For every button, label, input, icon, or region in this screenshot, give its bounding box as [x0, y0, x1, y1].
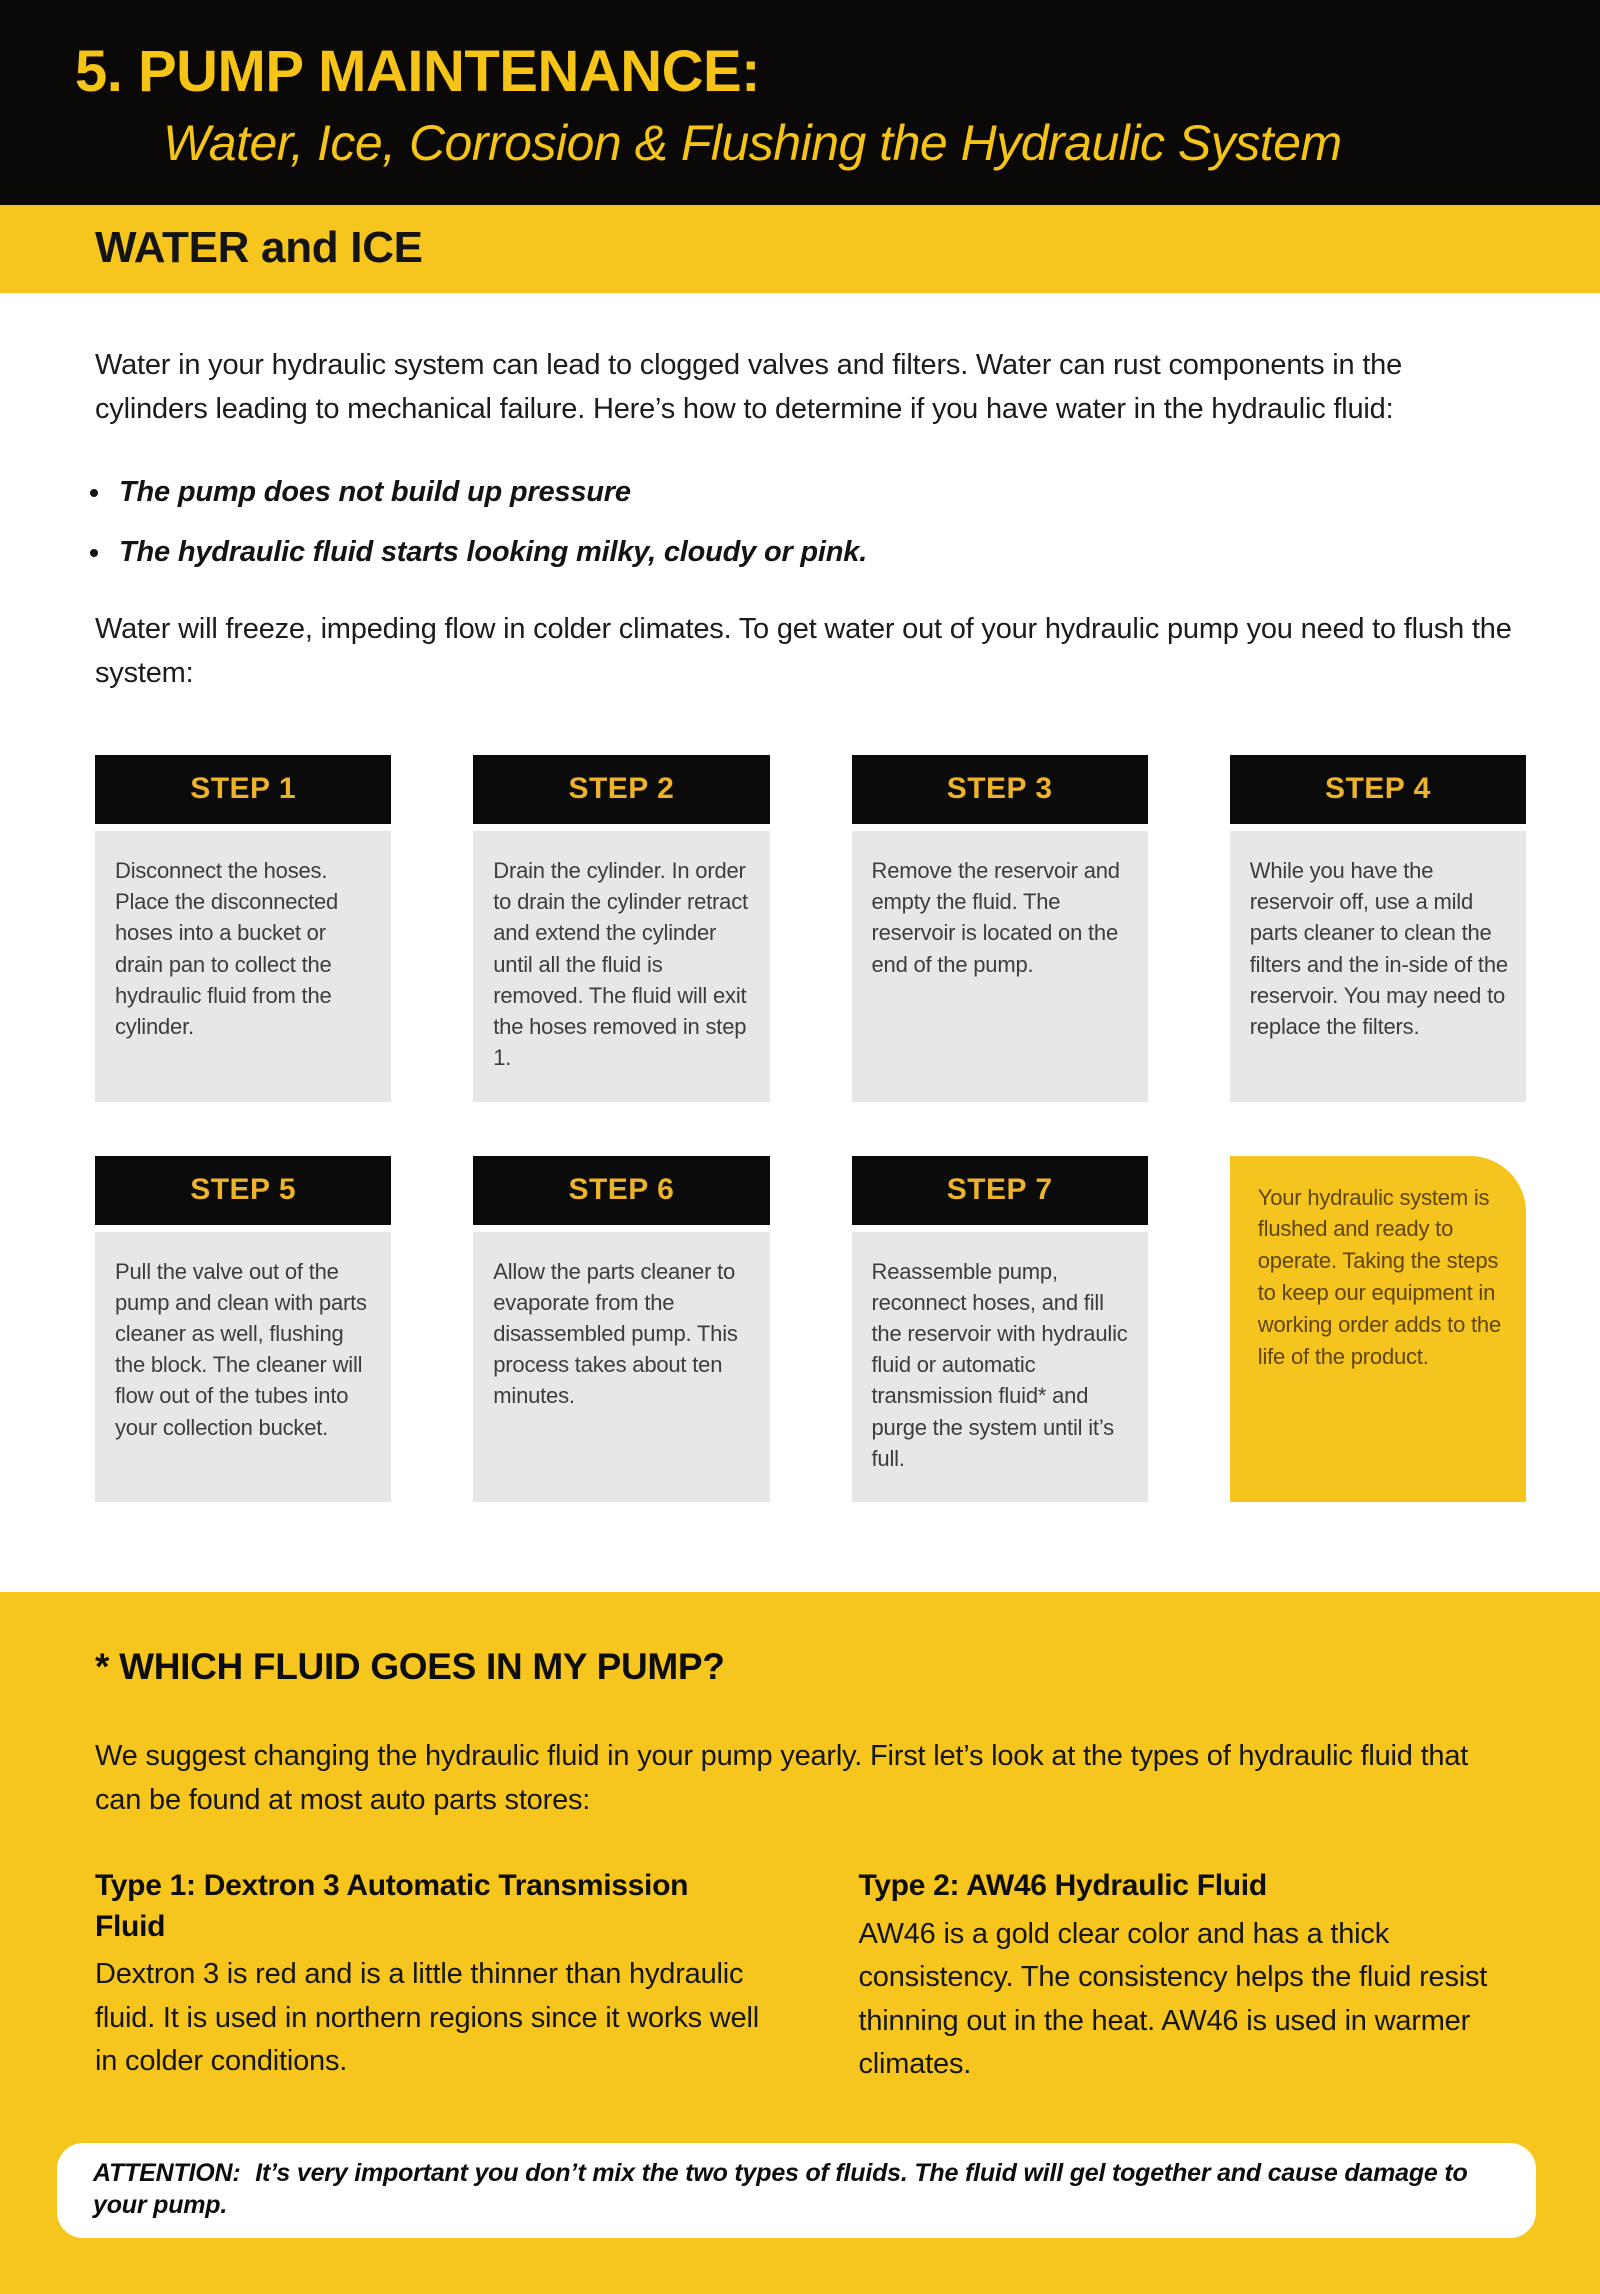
step-5-label: STEP 5 — [95, 1156, 391, 1225]
main-content — [0, 293, 1600, 1592]
fluid-intro-paragraph: We suggest changing the hydraulic fluid in your pump yearly. First let’s look at the types of hydraulic fluid that can be found at most auto parts stores: — [95, 1740, 1469, 1817]
symptom-item: • The pump does not build up pressure — [113, 472, 1526, 513]
step-card-4 — [1230, 755, 1526, 1102]
fluid-type-columns — [95, 1866, 1526, 2087]
attention-box — [57, 2143, 1536, 2238]
step-5-text: Pull the valve out of the pump and clean with parts cleaner as well, flushing the block. The cleaner will flow out of the tubes into your collection bucket. — [95, 1232, 391, 1503]
flush-paragraph: Water will freeze, impeding flow in colder climates. To get water out of your hydraulic pump you need to flush the system: — [95, 612, 1512, 689]
step-7-text: Reassemble pump, reconnect hoses, and fill the reservoir with hydraulic fluid or automatic transmission fluid* and purge the system until it’s full. — [852, 1232, 1148, 1503]
step-2-text: Drain the cylinder. In order to drain the cylinder retract and extend the cylinder until all the fluid is removed. The fluid will exit the hoses removed in step 1. — [473, 831, 769, 1102]
step-card-6 — [473, 1156, 769, 1503]
steps-grid — [95, 755, 1526, 1502]
banner-title: WATER and ICE — [95, 223, 423, 273]
step-1-text: Disconnect the hoses. Place the disconnected hoses into a bucket or drain pan to collect the hydraulic fluid from the cylinder. — [95, 831, 391, 1102]
step-card-5 — [95, 1156, 391, 1503]
fluid-type-1-body: Dextron 3 is red and is a little thinner than hydraulic fluid. It is used in northern regions since it works well in colder conditions. — [95, 1958, 759, 2078]
fluid-type-1 — [95, 1866, 763, 2087]
step-7-label: STEP 7 — [852, 1156, 1148, 1225]
water-ice-banner — [0, 205, 1600, 293]
result-note-card: Your hydraulic system is flushed and ready to operate. Taking the steps to keep our equipment in working order adds to the life of the product. — [1230, 1156, 1526, 1503]
step-6-label: STEP 6 — [473, 1156, 769, 1225]
step-1-label: STEP 1 — [95, 755, 391, 824]
step-4-label: STEP 4 — [1230, 755, 1526, 824]
fluid-type-2 — [859, 1866, 1527, 2087]
step-2-label: STEP 2 — [473, 755, 769, 824]
step-card-7 — [852, 1156, 1148, 1503]
step-card-2 — [473, 755, 769, 1102]
fluid-section-title: * WHICH FLUID GOES IN MY PUMP? — [95, 1646, 725, 1688]
intro-paragraph: Water in your hydraulic system can lead to clogged valves and filters. Water can rust components in the cylinders leading to mechanical failure. Here’s how to determine if you have water in the hydraulic fluid: — [95, 349, 1403, 426]
symptom-item: • The hydraulic fluid starts looking milky, cloudy or pink. — [113, 532, 1526, 573]
page-title: 5. PUMP MAINTENANCE: — [75, 39, 760, 104]
step-3-text: Remove the reservoir and empty the fluid. The reservoir is located on the end of the pump. — [852, 831, 1148, 1102]
fluid-type-1-heading: Type 1: Dextron 3 Automatic Transmission Fluid — [95, 1869, 689, 1943]
step-card-3 — [852, 755, 1148, 1102]
step-6-text: Allow the parts cleaner to evaporate from the disassembled pump. This process takes about ten minutes. — [473, 1232, 769, 1503]
page-subtitle: Water, Ice, Corrosion & Flushing the Hydraulic System — [163, 114, 1342, 171]
symptom-list — [95, 472, 1526, 573]
step-3-label: STEP 3 — [852, 755, 1148, 824]
attention-text — [93, 2157, 1500, 2222]
page-header — [0, 0, 1600, 205]
attention-message: It’s very important you don’t mix the two types of fluids. The fluid will gel together and cause damage to your pump. — [93, 2158, 1468, 2220]
step-card-1 — [95, 755, 391, 1102]
fluid-section — [0, 1592, 1600, 2294]
step-4-text: While you have the reservoir off, use a mild parts cleaner to clean the filters and the in-side of the reservoir. You may need to replace the filters. — [1230, 831, 1526, 1102]
attention-label: ATTENTION: — [93, 2158, 241, 2187]
fluid-type-2-heading: Type 2: AW46 Hydraulic Fluid — [858, 1869, 1267, 1903]
fluid-type-2-body: AW46 is a gold clear color and has a thick consistency. The consistency helps the fluid resist thinning out in the heat. AW46 is used in warmer climates. — [858, 1917, 1488, 2081]
